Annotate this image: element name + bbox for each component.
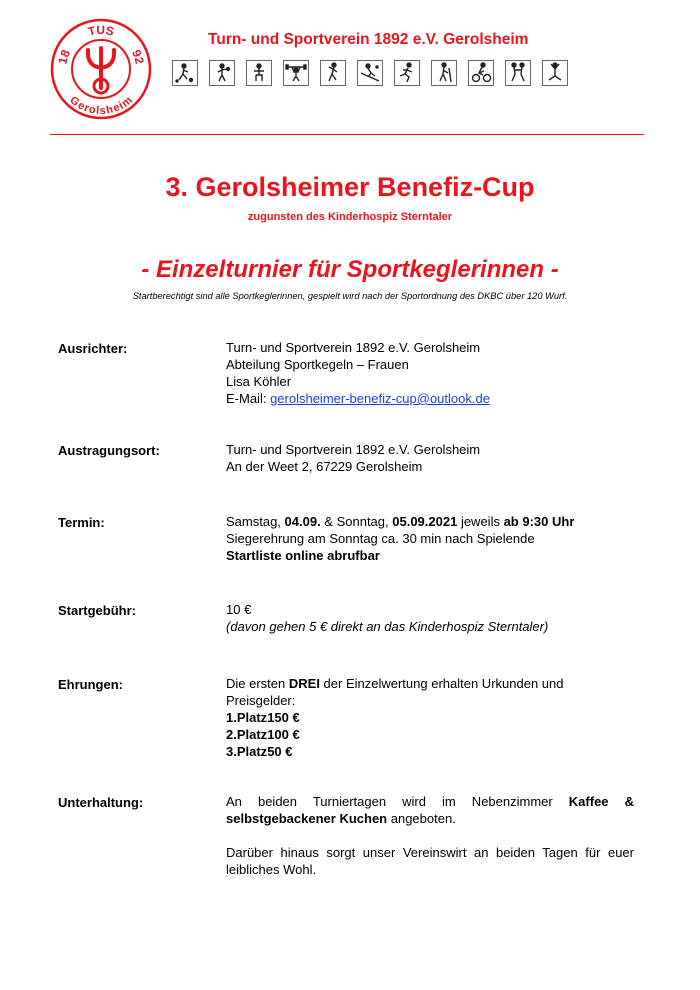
honors-text-pre: Die ersten [226, 676, 289, 691]
page-title: 3. Gerolsheimer Benefiz-Cup [165, 172, 535, 202]
prize-place: Platz [236, 710, 268, 725]
organizer-info [226, 339, 634, 407]
prize-position: 1. [226, 710, 237, 725]
prize-row [226, 709, 576, 726]
fee-label: Startgebühr: [58, 603, 136, 618]
venue-line: An der Weet 2, 67229 Gerolsheim [226, 459, 423, 474]
bowling-icon [172, 60, 198, 86]
sport-icons-row [172, 60, 568, 86]
honors-text-bold: DREI [288, 676, 320, 691]
start-time: ab 9:30 Uhr [503, 514, 575, 529]
venue-info [226, 441, 634, 475]
entertainment-p1-pre: An beiden Turniertagen wird im Nebenzimmer [226, 794, 569, 809]
date-day1: Samstag, [226, 514, 285, 529]
prize-amount: 50 € [267, 744, 293, 759]
page-subtitle: zugunsten des Kinderhospiz Sterntaler [247, 211, 453, 223]
prize-place: Platz [236, 727, 268, 742]
yoga-icon [542, 60, 568, 86]
venue-label: Austragungsort: [58, 443, 160, 458]
fitness-icon [246, 60, 272, 86]
honors-text-post: der Einzelwertung erhalten Urkunden und Preisgelder: [226, 676, 564, 708]
prize-amount: 100 € [267, 727, 300, 742]
eligibility-note: Startberechtigt sind alle Sportkeglerinnen, gespielt wird nach der Sportordnung des DKBC über 120 Wurf. [132, 291, 568, 301]
prize-place: Platz [236, 744, 268, 759]
organizer-label: Ausrichter: [58, 341, 128, 356]
cycling-icon [468, 60, 494, 86]
club-logo-graphic [50, 18, 152, 120]
hiking-icon [431, 60, 457, 86]
entertainment-p1-post: angeboten. [387, 811, 456, 826]
startlist-note: Startliste online abrufbar [226, 548, 380, 563]
running-icon [394, 60, 420, 86]
prize-position: 2. [226, 727, 237, 742]
svg-text:TUS [87, 23, 116, 39]
prize-row [226, 726, 576, 743]
email-label: E-Mail: [226, 391, 271, 406]
event-title: - Einzelturnier für Sportkeglerinnen - [141, 256, 559, 283]
date-label: Termin: [58, 515, 105, 530]
entertainment-label: Unterhaltung: [58, 795, 144, 810]
skiing-icon [357, 60, 383, 86]
organizer-line: Turn- und Sportverein 1892 e.V. Gerolsheim [226, 340, 481, 355]
entertainment-p2: Darüber hinaus sorgt unser Vereinswirt an beiden Tagen für euer leibliches Wohl. [226, 845, 634, 877]
date-info [226, 513, 634, 564]
prize-position: 3. [226, 744, 237, 759]
club-name: Turn- und Sportverein 1892 e.V. Gerolsheim [208, 31, 529, 48]
logo-left-number: 18 [55, 47, 73, 66]
boxing-icon [209, 60, 235, 86]
entertainment-info [226, 793, 634, 878]
organizer-line: Lisa Köhler [226, 374, 292, 389]
venue-line: Turn- und Sportverein 1892 e.V. Gerolsheim [226, 442, 481, 457]
prize-row [226, 743, 576, 760]
organizer-line: Abteilung Sportkegeln – Frauen [226, 357, 409, 372]
fee-note: (davon gehen 5 € direkt an das Kinderhospiz Sterntaler) [226, 619, 549, 634]
date-second: 05.09.2021 [392, 514, 458, 529]
ceremony-note: Siegerehrung am Sonntag ca. 30 min nach Spielende [226, 531, 535, 546]
logo-right-number: 92 [129, 47, 147, 66]
logo-top-text: TUS [86, 22, 116, 39]
header-divider [50, 134, 644, 135]
prize-amount: 150 € [267, 710, 300, 725]
dance-icon [505, 60, 531, 86]
date-separator: & Sonntag, [320, 514, 393, 529]
date-first: 04.09. [284, 514, 321, 529]
entertainment-p1-bold: Kaffee & selbstgebackener Kuchen [226, 794, 634, 826]
logo-bottom-text: Gerolsheim [67, 94, 135, 118]
club-logo [50, 18, 152, 120]
email-link[interactable]: gerolsheimer-benefiz-cup@outlook.de [270, 391, 490, 406]
honors-label: Ehrungen: [58, 677, 123, 692]
fee-info [226, 601, 634, 635]
honors-info [226, 675, 576, 760]
gymnastics-icon [320, 60, 346, 86]
date-each: jeweils [457, 514, 504, 529]
fee-amount: 10 € [226, 602, 252, 617]
weightlifting-icon [283, 60, 309, 86]
